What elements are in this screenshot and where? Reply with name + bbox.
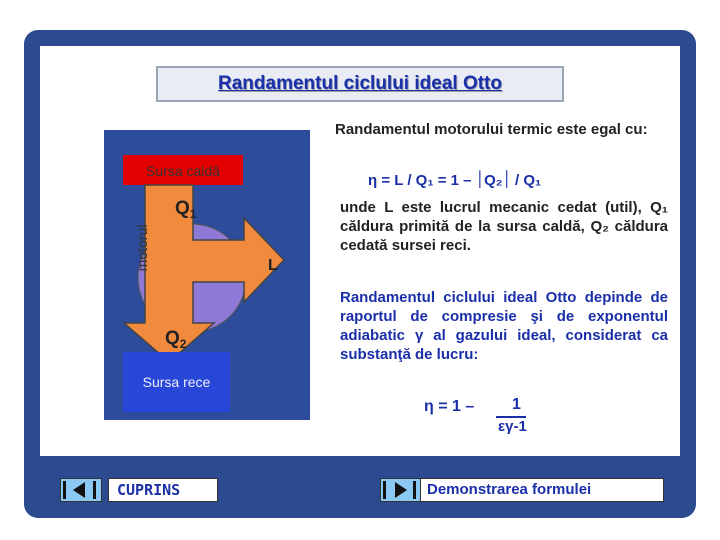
engine-label: motorul [134,224,150,272]
title-box [156,66,564,102]
back-button[interactable] [60,478,102,502]
efficiency-formula: η = L / Q₁ = 1 – ׀Q₂׀ / Q₁ [368,172,542,189]
q2-subscript: 2 [179,337,187,351]
q1-label [175,198,196,221]
work-label: L [268,257,278,274]
q1-subscript: 1 [189,207,197,221]
q2-label [165,328,186,351]
intro-text: Randamentul motorului termic este egal cu: [335,121,648,138]
otto-text: Randamentul ciclului ideal Otto depinde de raportul de compresie şi de exponentul adiabatic γ al gazului ideal, considerat ca substanţă de lucru: [340,289,668,363]
q1-symbol: Q [175,198,190,219]
demonstration-button[interactable]: Demonstrarea formulei [420,478,664,502]
explanation-text: unde L este lucrul mecanic cedat (util), Q₁ căldura primită de la sursa caldă, Q₂ căldura cedată sursei reci. [340,199,668,254]
right-arrow-icon [381,479,421,501]
cold-source-label: Sursa rece [142,374,211,390]
forward-button[interactable] [380,478,422,502]
hot-source-label: Sursa caldă [146,163,220,179]
contents-button[interactable]: CUPRINS [108,478,218,502]
page-title: Randamentul ciclului ideal Otto [218,73,502,94]
otto-formula-numerator: 1 [512,396,521,413]
otto-formula-denominator: εγ-1 [498,418,527,435]
q2-symbol: Q [165,328,180,349]
left-arrow-icon [61,479,101,501]
otto-formula-lhs: η = 1 – [424,398,475,415]
